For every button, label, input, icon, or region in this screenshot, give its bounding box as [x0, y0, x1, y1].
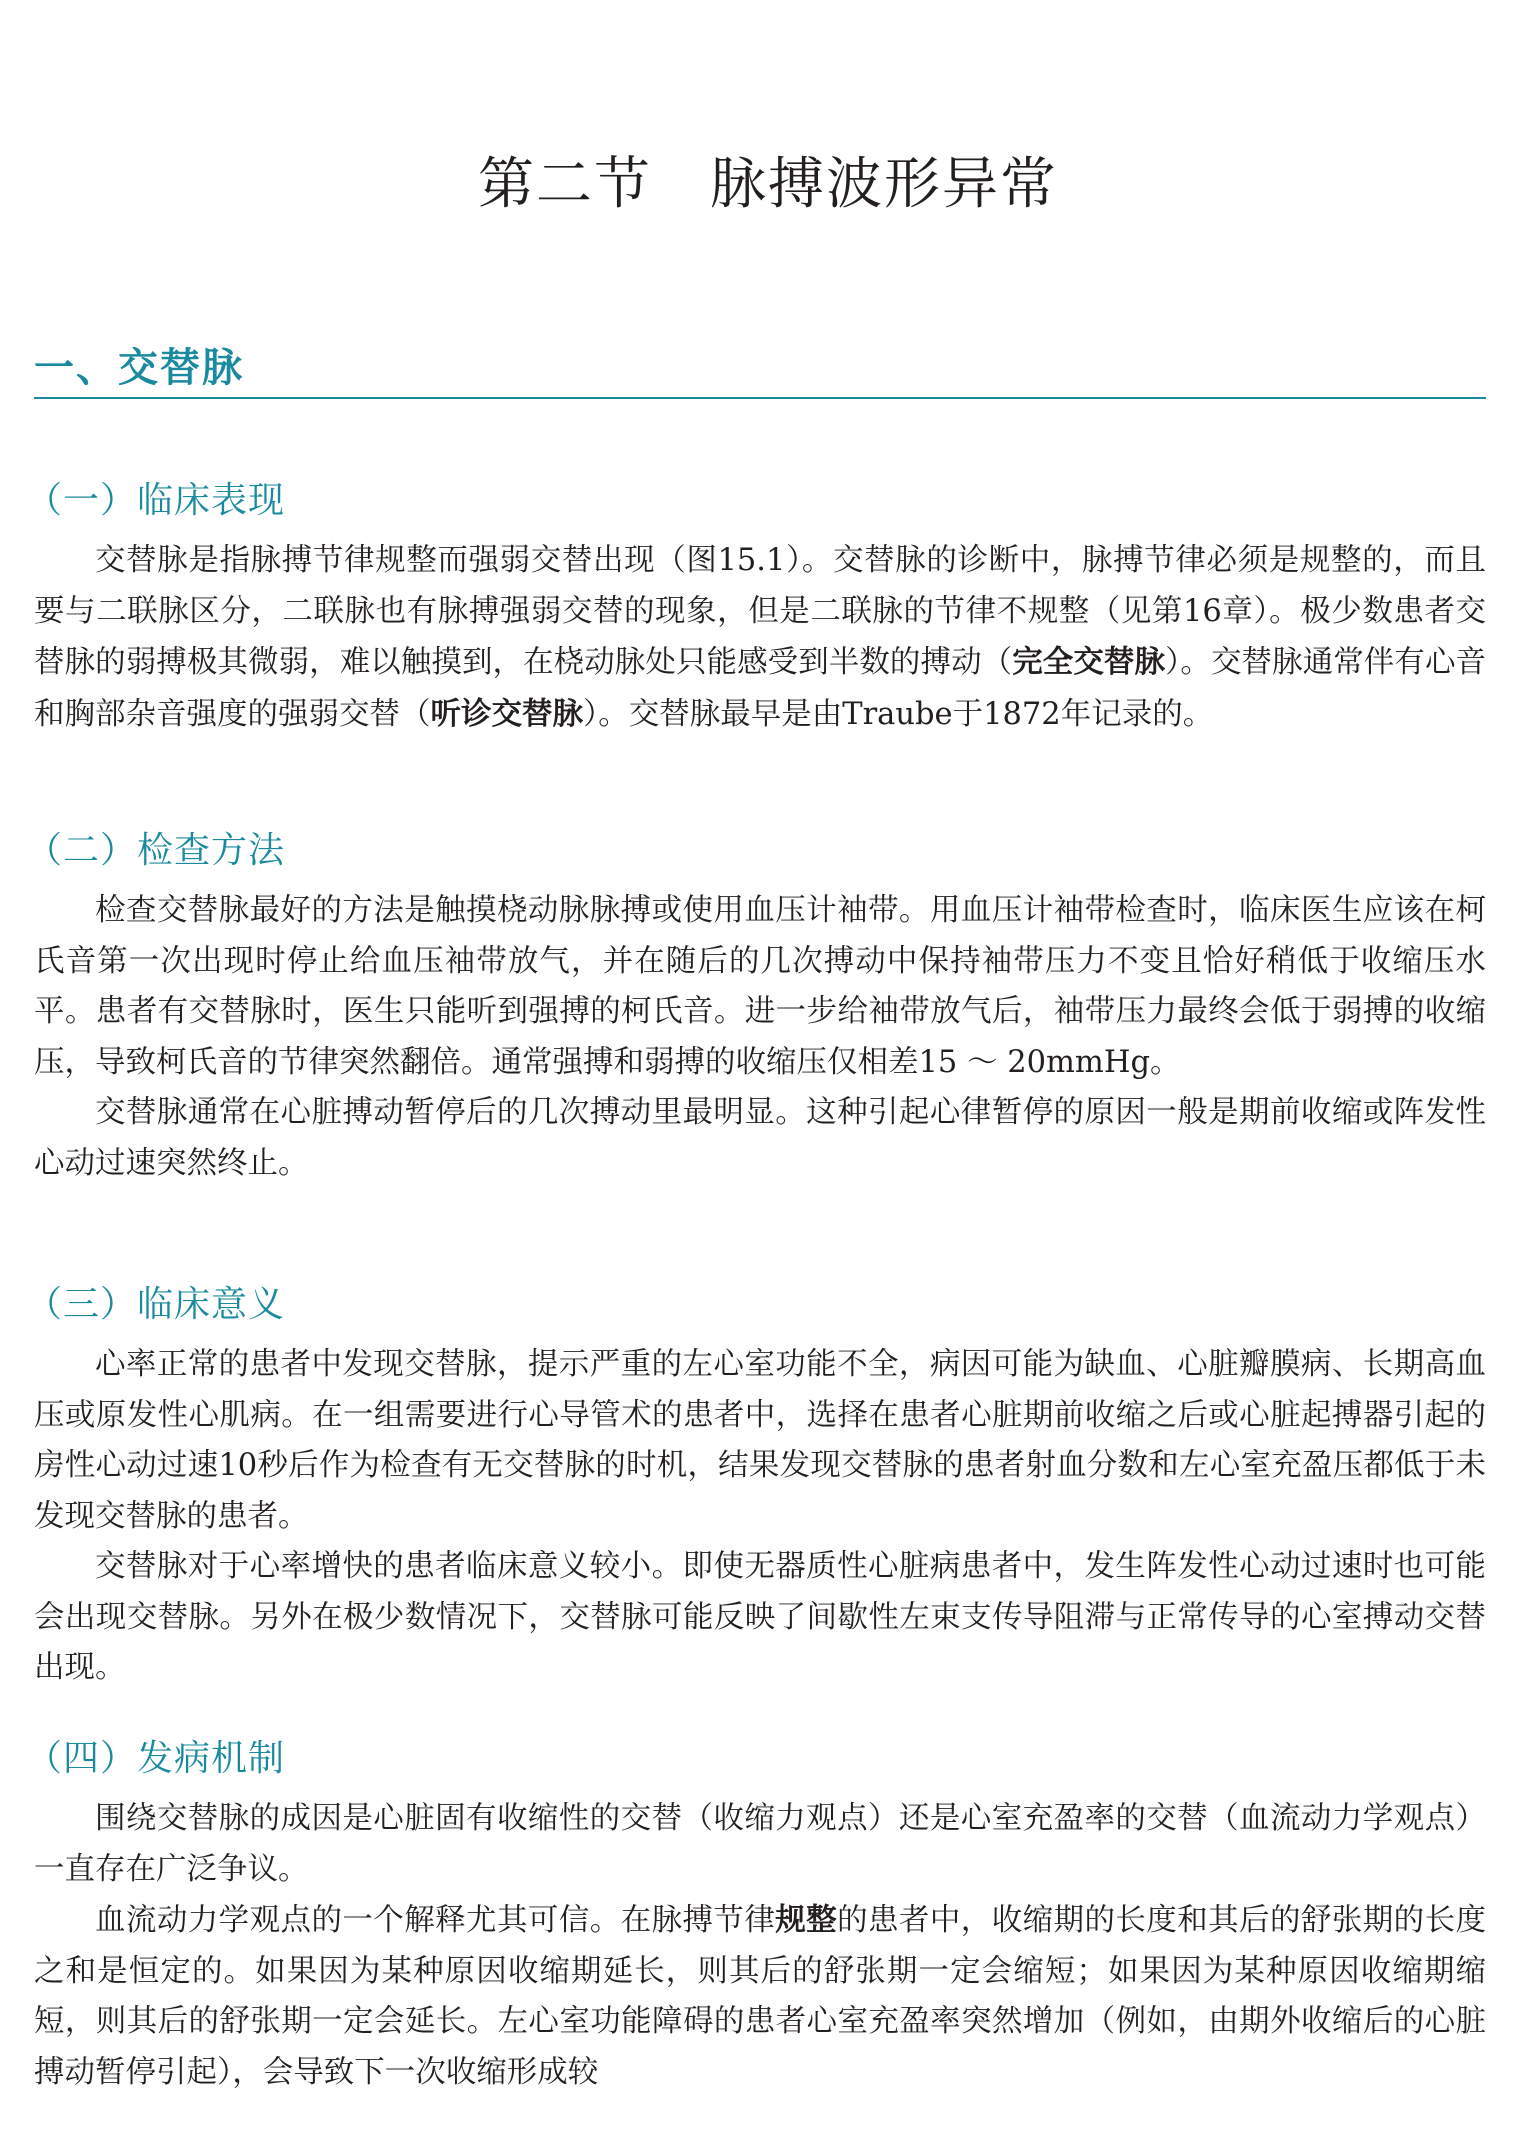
chapter-title: 第二节 脉搏波形异常 [478, 152, 1058, 217]
text-run: 交替脉对于心率增快的患者临床意义较小。即使无器质性心脏病患者中，发生阵发性心动过速时也可能会出现交替脉。另外在极少数情况下，交替脉可能反映了间歇性左束支传导阻滞与正常传导的心室搏动交替出现。 [34, 1549, 1486, 1685]
paragraph [34, 886, 1486, 1088]
paragraph [34, 1542, 1486, 1694]
section-divider [34, 397, 1486, 399]
subsection-body-pathogenesis [34, 1794, 1486, 2098]
subsection-body-examination-method [34, 886, 1486, 1189]
emphasized-term: 规整 [775, 1902, 838, 1938]
subsection-heading-pathogenesis: （四）发病机制 [26, 1738, 286, 1779]
paragraph [34, 1088, 1486, 1189]
subsection-body-clinical-significance [34, 1340, 1486, 1694]
emphasized-term: 完全交替脉 [1012, 644, 1166, 680]
text-run: 检查交替脉最好的方法是触摸桡动脉脉搏或使用血压计袖带。用血压计袖带检查时，临床医生应该在柯氏音第一次出现时停止给血压袖带放气，并在随后的几次搏动中保持袖带压力不变且恰好稍低于收缩压水平。患者有交替脉时，医生只能听到强搏的柯氏音。进一步给袖带放气后，袖带压力最终会低于弱搏的收缩压，导致柯氏音的节律突然翻倍。通常强搏和弱搏的收缩压仅相差15 ～ 20mmHg。 [34, 893, 1486, 1080]
subsection-heading-examination-method: （二）检查方法 [26, 830, 286, 871]
emphasized-term: 听诊交替脉 [430, 695, 583, 732]
subsection-heading-clinical-manifestation: （一）临床表现 [26, 480, 286, 521]
text-run: 心率正常的患者中发现交替脉，提示严重的左心室功能不全，病因可能为缺血、心脏瓣膜病、长期高血压或原发性心肌病。在一组需要进行心导管术的患者中，选择在患者心脏期前收缩之后或心脏起搏器引起的房性心动过速10秒后作为检查有无交替脉的时机，结果发现交替脉的患者射血分数和左心室充盈压都低于未发现交替脉的患者。 [34, 1347, 1486, 1534]
text-run: 交替脉通常在心脏搏动暂停后的几次搏动里最明显。这种引起心律暂停的原因一般是期前收缩或阵发性心动过速突然终止。 [34, 1095, 1486, 1181]
paragraph [34, 1340, 1486, 1542]
text-run: ）。交替脉最早是由Traube于1872年记录的。 [583, 696, 1214, 732]
subsection-body-clinical-manifestation [34, 536, 1486, 740]
text-run: 的患者中，收缩期的长度和其后的舒张期的长度之和是恒定的。如果因为某种原因收缩期延长，则其后的舒张期一定会缩短；如果因为某种原因收缩期缩短，则其后的舒张期一定会延长。左心室功能障碍的患者心室充盈率突然增加（例如，由期外收缩后的心脏搏动暂停引起），会导致下一次收缩形成较 [34, 1903, 1487, 2090]
text-run: 交替脉是指脉搏节律规整而强弱交替出现（图15.1）。交替脉的诊断中，脉搏节律必须是规整的，而且要与二联脉区分，二联脉也有脉搏强弱交替的现象，但是二联脉的节律不规整（见第16章）。极少数患者交替脉的弱搏极其微弱，难以触摸到，在桡动脉处只能感受到半数的搏动（ [34, 543, 1486, 680]
paragraph [34, 1794, 1486, 1895]
subsection-heading-clinical-significance: （三）临床意义 [26, 1284, 286, 1325]
paragraph [34, 536, 1486, 740]
paragraph [34, 1895, 1486, 2098]
text-run: 围绕交替脉的成因是心脏固有收缩性的交替（收缩力观点）还是心室充盈率的交替（血流动力学观点）一直存在广泛争议。 [34, 1801, 1486, 1887]
text-run: 血流动力学观点的一个解释尤其可信。在脉搏节律 [95, 1903, 776, 1938]
text-run: ）。交替脉通常伴有心音和胸部杂音强度的强弱交替（ [34, 645, 1487, 732]
section-heading: 一、交替脉 [34, 345, 244, 391]
